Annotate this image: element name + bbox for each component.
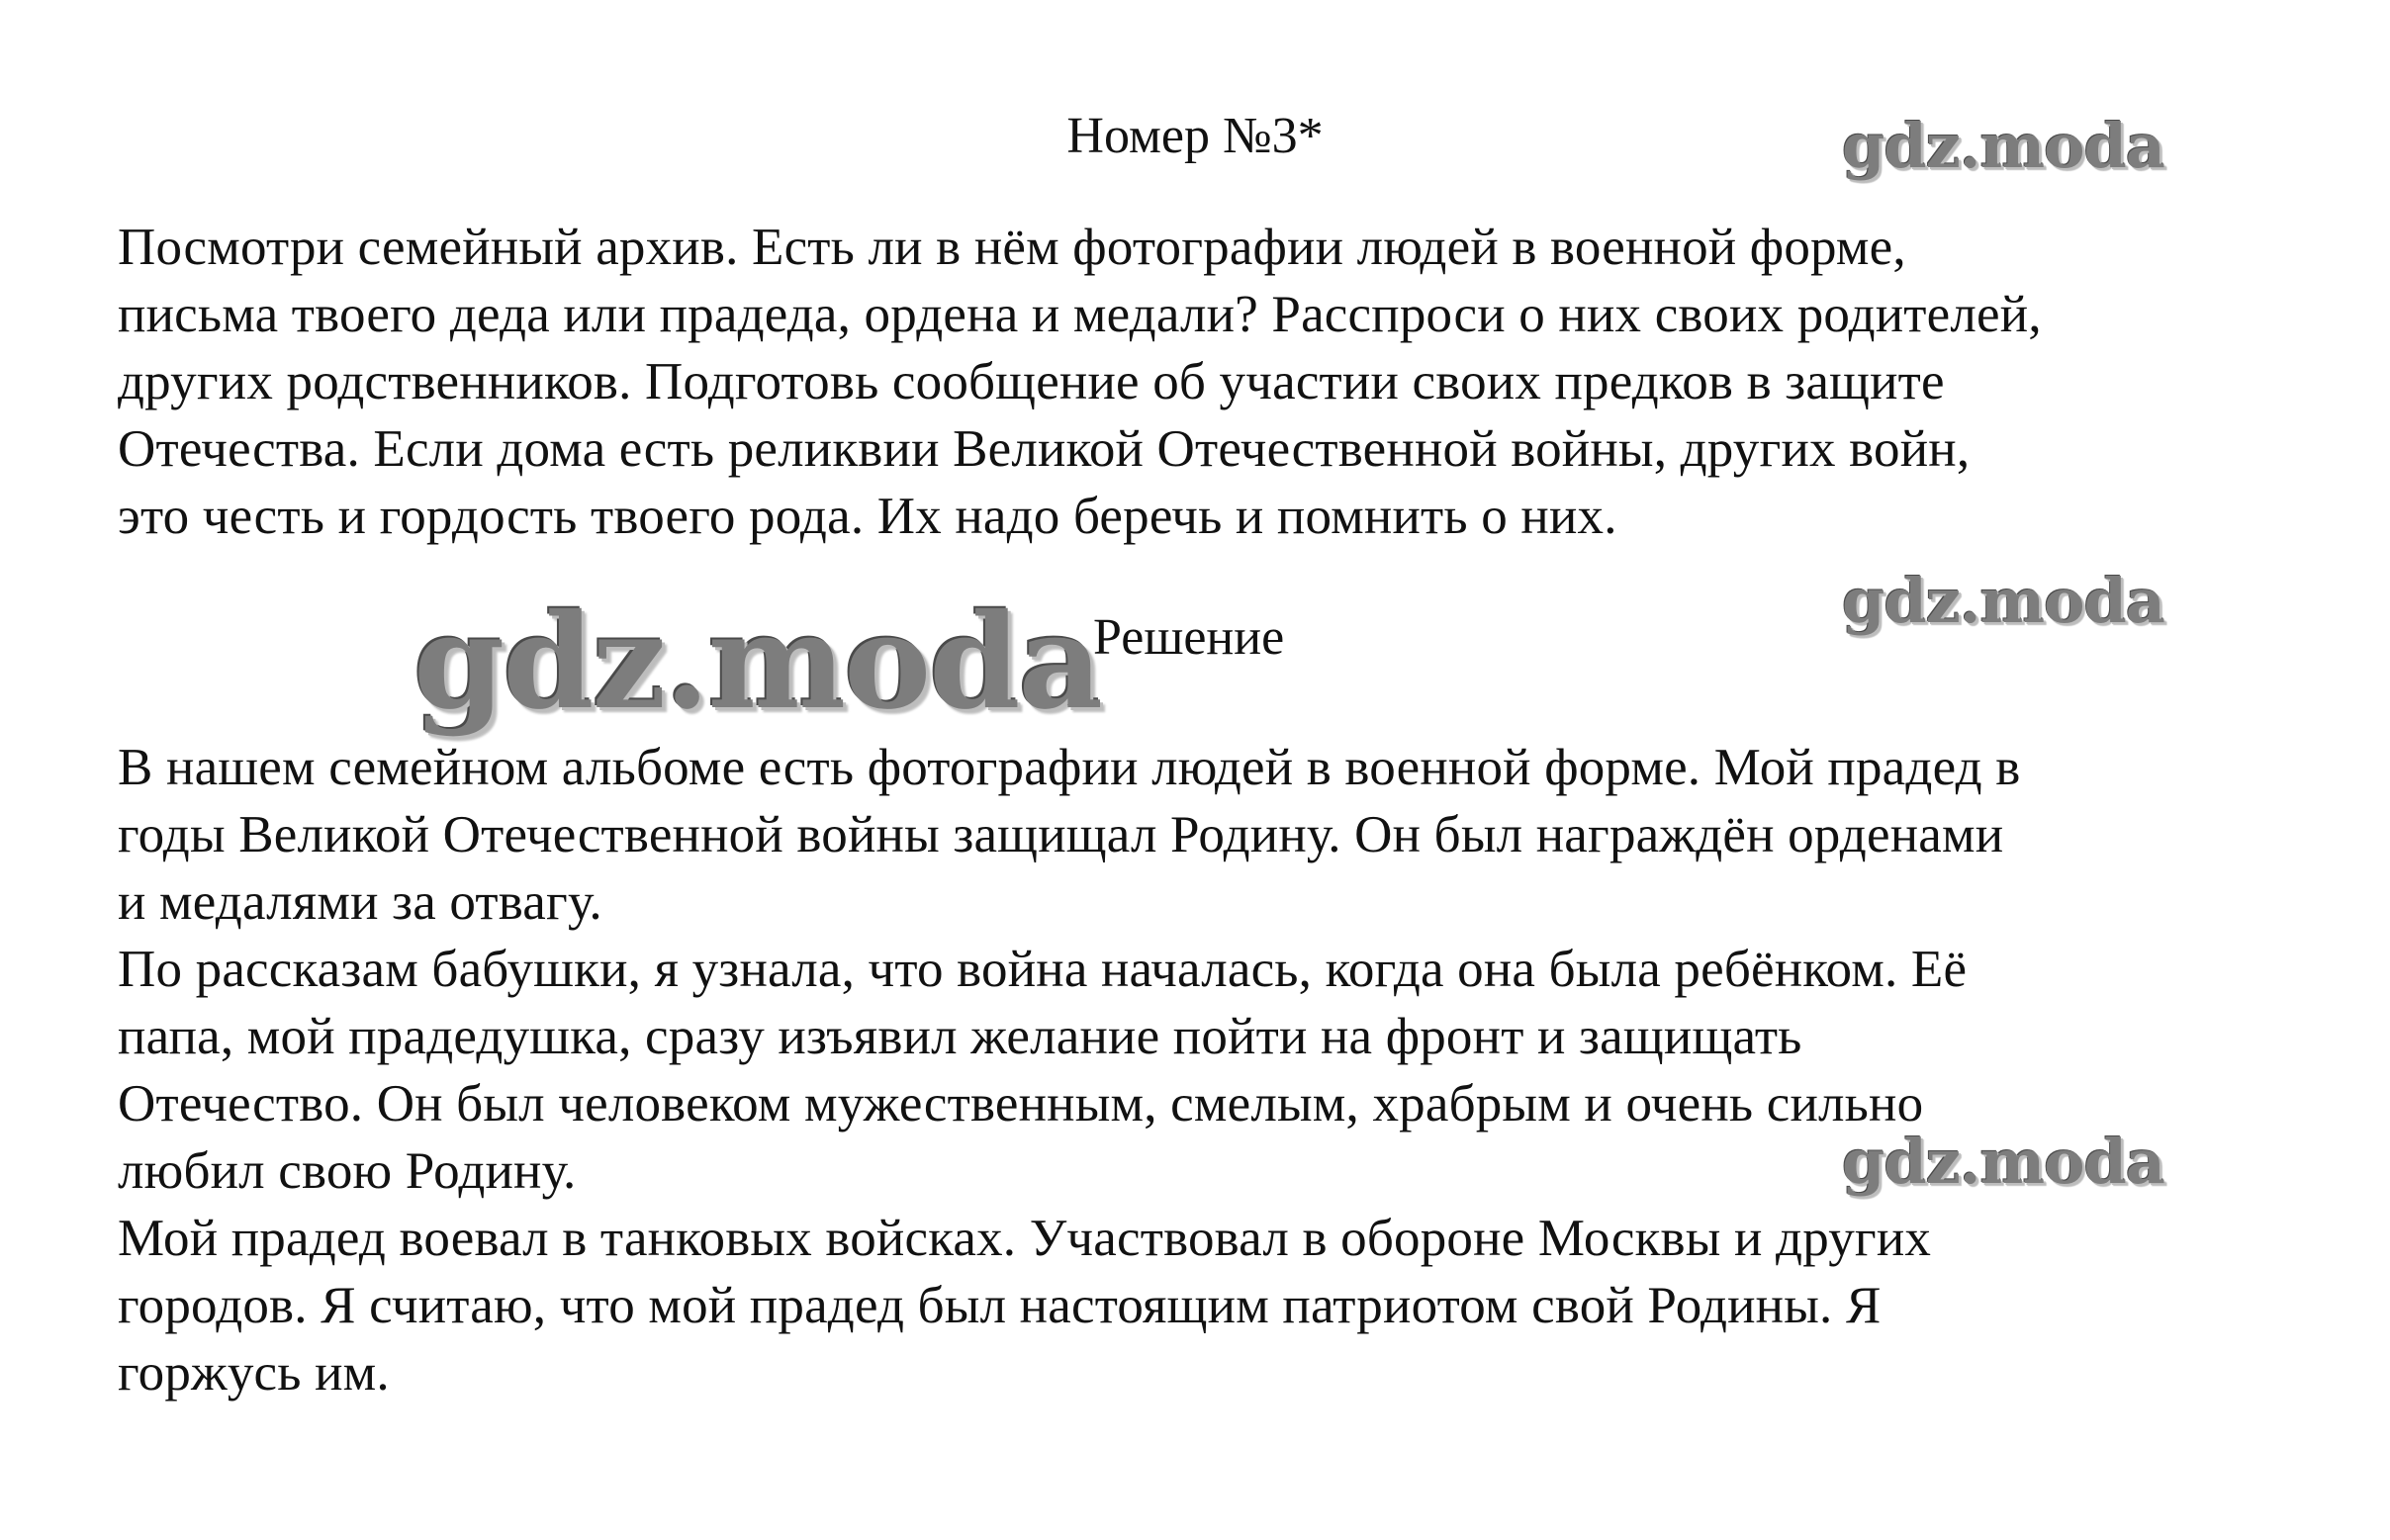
solution-line: годы Великой Отечественной войны защищал Родину. Он был награждён орденами <box>118 806 2004 863</box>
watermark-logo: gdz.moda <box>1842 565 2164 637</box>
watermark-logo-large: gdz.moda <box>414 586 1102 739</box>
solution-text <box>118 734 2390 1406</box>
solution-line: Мой прадед воевал в танковых войсках. Участвовал в обороне Москвы и других <box>118 1210 1932 1267</box>
solution-title: Решение <box>1093 609 1285 666</box>
task-title: Номер №3* <box>1066 108 1324 164</box>
task-line: Посмотри семейный архив. Есть ли в нём фотографии людей в военной форме, <box>118 219 1906 276</box>
solution-line: любил свою Родину. <box>118 1142 577 1200</box>
watermark-logo: gdz.moda <box>1842 1126 2164 1198</box>
solution-line: горжусь им. <box>118 1344 390 1402</box>
task-line: других родственников. Подготовь сообщение об участии своих предков в защите <box>118 353 1945 410</box>
solution-line: городов. Я считаю, что мой прадед был настоящим патриотом свой Родины. Я <box>118 1277 1882 1334</box>
solution-line: и медалями за отвагу. <box>118 873 602 931</box>
task-line: это честь и гордость твоего рода. Их надо беречь и помнить о них. <box>118 488 1617 545</box>
solution-line: В нашем семейном альбоме есть фотографии людей в военной форме. Мой прадед в <box>118 739 2021 796</box>
task-line: письма твоего деда или прадеда, ордена и медали? Расспроси о них своих родителей, <box>118 286 2042 343</box>
solution-line: Отечество. Он был человеком мужественным, смелым, храбрым и очень сильно <box>118 1075 1924 1132</box>
task-text <box>118 214 2390 550</box>
watermark-logo: gdz.moda <box>1842 110 2164 182</box>
solution-line: По рассказам бабушки, я узнала, что война началась, когда она была ребёнком. Её <box>118 941 1968 998</box>
task-line: Отечества. Если дома есть реликвии Великой Отечественной войны, других войн, <box>118 420 1971 478</box>
solution-line: папа, мой прадедушка, сразу изъявил желание пойти на фронт и защищать <box>118 1008 1802 1065</box>
